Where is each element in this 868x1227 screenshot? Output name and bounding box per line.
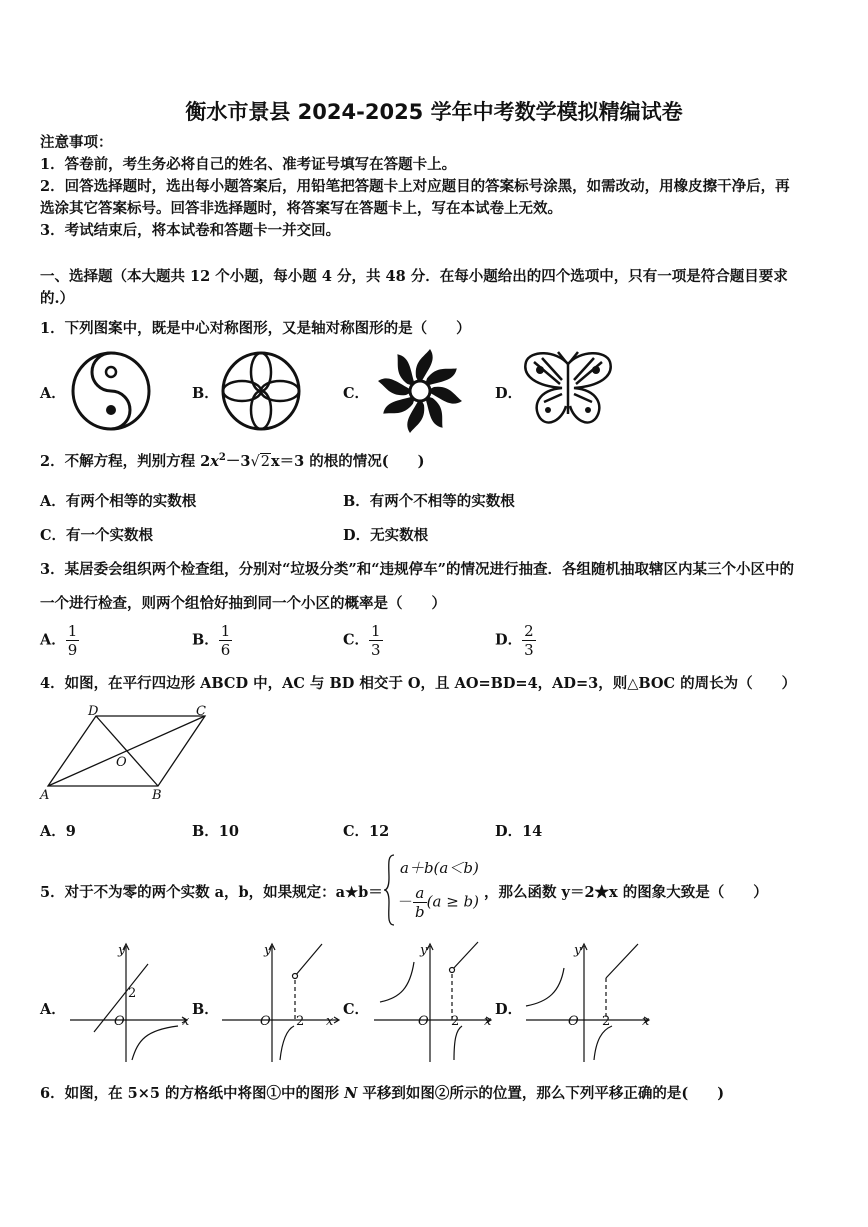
page-title: 衡水市景县 2024-2025 学年中考数学模拟精编试卷 — [185, 100, 683, 124]
sqrt-symbol: √2 — [250, 454, 270, 470]
q2-option-d[interactable]: D．无实数根 — [343, 527, 429, 544]
yin-yang-icon — [70, 350, 152, 432]
origin-label: O — [114, 1014, 125, 1029]
q5-option-c[interactable]: C． — [343, 1001, 370, 1018]
q2-option-a[interactable]: A．有两个相等的实数根 — [40, 493, 197, 510]
notice-item-1: 1．答卷前，考生务必将自己的姓名、准考证号填写在答题卡上。 — [40, 156, 457, 173]
label-b: B — [152, 788, 162, 803]
q4-option-c[interactable]: C．12 — [343, 823, 390, 840]
flower-icon — [373, 346, 467, 436]
q3-option-d[interactable]: D． $\frac{2}{3}$ — [495, 622, 534, 659]
axis-x-label: x — [484, 1014, 492, 1029]
q5-option-b[interactable]: B． — [192, 1001, 219, 1018]
butterfly-icon — [522, 350, 614, 428]
q3-option-b[interactable]: B． $\frac{1}{6}$ — [192, 622, 231, 659]
question-1: 1．下列图案中，既是中心对称图形，又是轴对称图形的是（ ） — [40, 320, 471, 337]
section-header-cont: 的.） — [40, 290, 75, 307]
notice-heading: 注意事项： — [40, 134, 113, 151]
q2-option-c[interactable]: C．有一个实数根 — [40, 527, 154, 544]
origin-label: O — [260, 1014, 271, 1029]
q3-option-c[interactable]: C． $\frac{1}{3}$ — [343, 622, 381, 659]
fraction: $\frac{a}{b}$ — [415, 884, 425, 921]
section-header: 一、选择题（本大题共 12 个小题，每小题 4 分，共 48 分．在每小题给出的四个选项中，只有一项是符合题目要求 — [40, 268, 788, 285]
fraction: $\frac{1}{9}$ — [67, 622, 78, 659]
tick-2: 2 — [451, 1014, 460, 1029]
brace-symbol — [383, 854, 395, 926]
fraction: $\frac{1}{3}$ — [371, 622, 381, 659]
label-o: O — [116, 755, 127, 770]
q4-option-a[interactable]: A．9 — [40, 823, 76, 840]
q1-option-c[interactable]: C． — [343, 385, 370, 402]
notice-item-2: 2．回答选择题时，选出每小题答案后，用铅笔把答题卡上对应题目的答案标号涂黑，如需改动，用橡皮擦干净后，再 — [40, 178, 790, 195]
tick-2: 2 — [296, 1014, 305, 1029]
four-petal-circle-icon — [220, 350, 302, 432]
q1-option-a[interactable]: A． — [40, 385, 66, 402]
origin-label: O — [418, 1014, 429, 1029]
fraction: $\frac{1}{6}$ — [220, 622, 231, 659]
axis-y-label: y — [420, 943, 428, 958]
question-4: 4．如图，在平行四边形 ABCD 中，AC 与 BD 相交于 O，且 AO=BD=4，AD=3，则△BOC 的周长为（ ） — [40, 675, 797, 692]
q4-option-d[interactable]: D．14 — [495, 823, 543, 840]
q4-option-b[interactable]: B．10 — [192, 823, 239, 840]
notice-item-3: 3．考试结束后，将本试卷和答题卡一并交回。 — [40, 222, 341, 239]
origin-label: O — [568, 1014, 579, 1029]
question-5-pre: 5．对于不为零的两个实数 a，b，如果规定：a★b＝ — [40, 884, 383, 901]
question-3-cont: 一个进行检查，则两个组恰好抽到同一个小区的概率是（ ） — [40, 595, 446, 612]
notice-item-2-cont: 选涂其它答案标号。回答非选择题时，将答案写在答题卡上，写在本试卷上无效。 — [40, 200, 562, 217]
q1-option-b[interactable]: B． — [192, 385, 219, 402]
q2-option-b[interactable]: B．有两个不相等的实数根 — [343, 493, 515, 510]
parallelogram-figure — [40, 700, 215, 805]
q3-option-a[interactable]: A． $\frac{1}{9}$ — [40, 622, 78, 659]
graph-b — [218, 940, 342, 1064]
question-2: 2．不解方程，判别方程 $2x^2-3√2x=3$ 的根的情况( ) — [40, 452, 425, 470]
question-5-post: ，那么函数 y＝2★x 的图象大致是（ ） — [484, 884, 768, 901]
label-a: A — [40, 788, 50, 803]
label-c: C — [196, 704, 206, 719]
case-1: a＋b(a＜b) — [400, 859, 479, 877]
axis-y-label: y — [574, 943, 582, 958]
axis-y-label: y — [264, 943, 272, 958]
tick-2: 2 — [602, 1014, 611, 1029]
tick-2: 2 — [128, 986, 137, 1001]
q5-option-d[interactable]: D． — [495, 1001, 523, 1018]
axis-y-label: y — [118, 943, 126, 958]
axis-x-label: x — [182, 1014, 190, 1029]
question-6: 6．如图，在 5×5 的方格纸中将图①中的图形 N 平移到如图②所示的位置，那么下列平移正确的是( ) — [40, 1085, 725, 1102]
graph-d — [522, 940, 652, 1064]
fraction: $\frac{2}{3}$ — [524, 622, 534, 659]
axis-x-label: x — [642, 1014, 650, 1029]
q1-option-d[interactable]: D． — [495, 385, 523, 402]
case-2: － $\frac{a}{b}$ (a ≥ b) — [398, 884, 479, 921]
q5-option-a[interactable]: A． — [40, 1001, 66, 1018]
graph-a — [66, 940, 190, 1064]
graph-c — [370, 940, 494, 1064]
label-d: D — [88, 704, 99, 719]
question-3: 3．某居委会组织两个检查组，分别对“垃圾分类”和“违规停车”的情况进行抽查．各组随机抽取辖区内某三个小区中的 — [40, 561, 794, 578]
axis-x-label: x — [326, 1014, 334, 1029]
